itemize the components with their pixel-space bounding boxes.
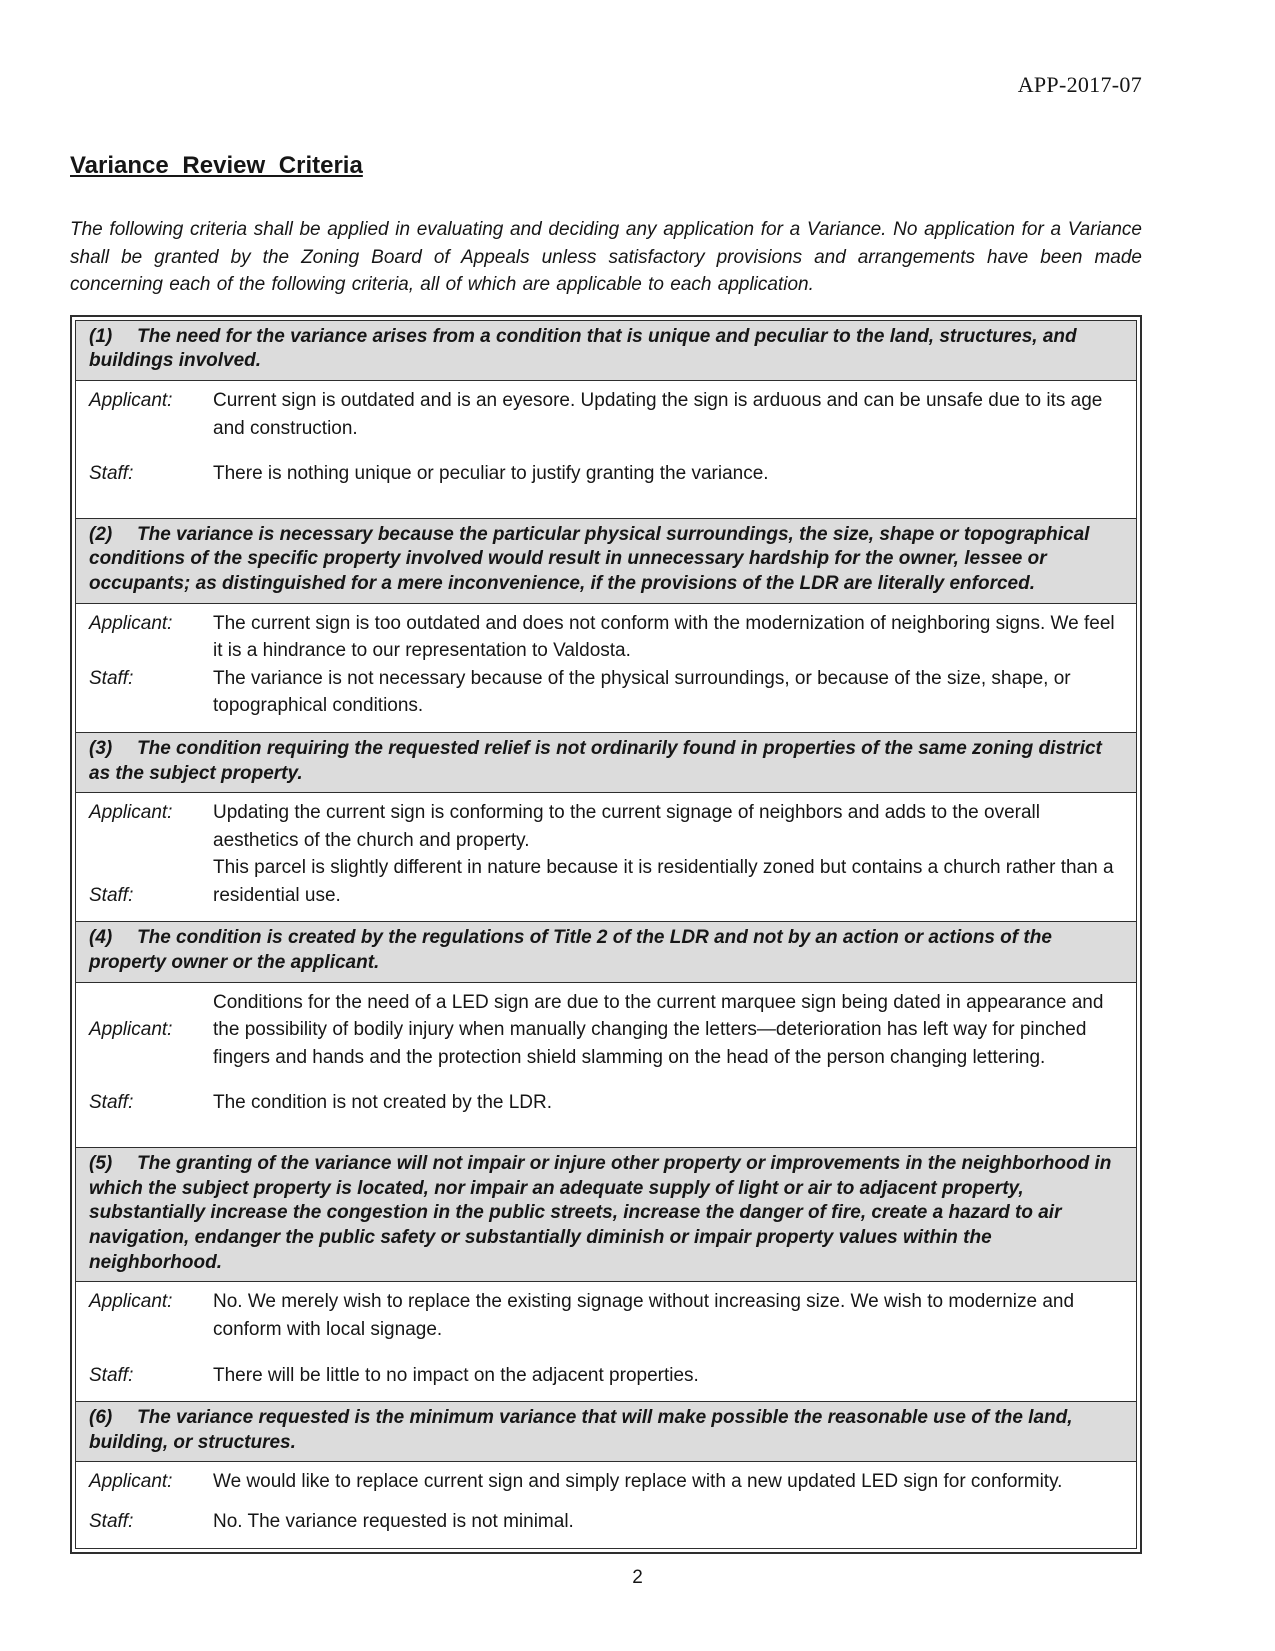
applicant-response: No. We merely wish to replace the existing signage without increasing size. We wish to modernize and conform with local signage. (213, 1291, 1075, 1341)
criterion-1-number: (1) (89, 325, 113, 347)
criterion-5-body (76, 1282, 1136, 1401)
applicant-response: Updating the current sign is conforming to the current signage of neighbors and adds to the overall aesthetics of the church and property. (213, 802, 1041, 851)
applicant-row (89, 387, 1126, 442)
criterion-3-header (76, 733, 1136, 793)
staff-response: The condition is not created by the LDR. (213, 1092, 553, 1114)
criterion-section-1 (75, 320, 1137, 519)
applicant-label: Applicant: (89, 1019, 173, 1041)
intro-paragraph: The following criteria shall be applied in evaluating and deciding any application for a Variance. No application for a Variance shall be granted by the Zoning Board of Appeals unless satisfactory provisions and arrangements have been made concerning each of the following criteria, all of which are applicable to each application. (70, 219, 1142, 296)
criterion-section-4 (75, 922, 1137, 1148)
staff-response: There is nothing unique or peculiar to justify granting the variance. (213, 463, 769, 485)
staff-row (89, 1089, 1126, 1117)
criterion-6-number: (6) (89, 1407, 113, 1429)
criteria-table (70, 315, 1142, 1554)
criterion-2-body (76, 604, 1136, 732)
staff-row (89, 1508, 1126, 1536)
applicant-label: Applicant: (89, 612, 173, 634)
applicant-row (89, 1468, 1126, 1496)
staff-label: Staff: (89, 667, 134, 689)
staff-label: Staff: (89, 1364, 134, 1386)
criterion-6-header (76, 1402, 1136, 1462)
criterion-4-body (76, 983, 1136, 1147)
applicant-response: Conditions for the need of a LED sign are due to the current marquee sign being dated in appearance and the possibility of bodily injury when manually changing the letters—deterioration has left way for pinched fingers and hands and the protection shield slamming on the head of the person changing lettering. (213, 991, 1104, 1068)
applicant-label: Applicant: (89, 390, 173, 412)
criterion-section-2 (75, 519, 1137, 733)
page-title: Variance Review Criteria (70, 152, 363, 179)
staff-label: Staff: (89, 884, 134, 906)
staff-label: Staff: (89, 1511, 134, 1533)
criterion-3-number: (3) (89, 737, 113, 759)
applicant-row (89, 989, 1126, 1072)
criterion-4-number: (4) (89, 927, 113, 949)
staff-label: Staff: (89, 463, 134, 485)
criterion-section-3 (75, 733, 1137, 923)
staff-response: No. The variance requested is not minimal. (213, 1511, 574, 1533)
staff-response: The variance is not necessary because of the physical surroundings, or because of the size, shape, or topographical conditions. (213, 667, 1071, 717)
staff-response: This parcel is slightly different in nature because it is residentially zoned but contains a church rather than a residential use. (213, 857, 1114, 906)
criterion-5-number: (5) (89, 1153, 113, 1175)
applicant-response: We would like to replace current sign and simply replace with a new updated LED sign for conformity. (213, 1471, 1063, 1493)
applicant-row (89, 799, 1126, 854)
criterion-1-text: The need for the variance arises from a condition that is unique and peculiar to the land, structures, and buildings involved. (89, 325, 1077, 372)
criterion-1-header (76, 321, 1136, 381)
staff-row (89, 460, 1126, 488)
criterion-2-number: (2) (89, 523, 113, 545)
criterion-3-body (76, 793, 1136, 921)
applicant-row (89, 1288, 1126, 1343)
staff-response: There will be little to no impact on the adjacent properties. (213, 1364, 699, 1386)
applicant-row (89, 610, 1126, 665)
applicant-label: Applicant: (89, 1291, 173, 1313)
criterion-section-5 (75, 1148, 1137, 1402)
staff-row (89, 665, 1126, 720)
criterion-5-text: The granting of the variance will not impair or injure other property or improvements in the neighborhood in which the subject property is located, nor impair an adequate supply of light or air to adjacent property, substantially increase the congestion in the public streets, increase the danger of fire, create a hazard to air navigation, endanger the public safety or substantially diminish or impair property values within the neighborhood. (89, 1153, 1112, 1273)
staff-row (89, 854, 1126, 909)
applicant-label: Applicant: (89, 1471, 173, 1493)
criterion-2-header (76, 519, 1136, 604)
applicant-response: Current sign is outdated and is an eyesore. Updating the sign is arduous and can be unsafe due to its age and construction. (213, 390, 1103, 439)
criterion-section-6 (75, 1402, 1137, 1548)
criterion-5-header (76, 1148, 1136, 1282)
applicant-label: Applicant: (89, 802, 173, 824)
criterion-4-text: The condition is created by the regulations of Title 2 of the LDR and not by an action or actions of the property owner or the applicant. (89, 927, 1052, 974)
criterion-1-body (76, 381, 1136, 518)
criterion-3-text: The condition requiring the requested relief is not ordinarily found in properties of the same zoning district as the subject property. (89, 737, 1102, 784)
criterion-6-text: The variance requested is the minimum variance that will make possible the reasonable use of the land, building, or structures. (89, 1407, 1073, 1453)
criterion-6-body (76, 1462, 1136, 1547)
staff-row (89, 1362, 1126, 1390)
page-number: 2 (632, 1567, 643, 1588)
criterion-4-header (76, 922, 1136, 982)
staff-label: Staff: (89, 1092, 134, 1114)
applicant-response: The current sign is too outdated and does not conform with the modernization of neighboring signs. We feel it is a hindrance to our representation to Valdosta. (213, 612, 1115, 662)
criterion-2-text: The variance is necessary because the particular physical surroundings, the size, shape or topographical conditions of the specific property involved would result in unnecessary hardship for the owner, lessee or occupants; as distinguished for a mere inconvenience, if the provisions of the LDR are literally enforced. (89, 523, 1090, 595)
document-reference: APP-2017-07 (1017, 72, 1142, 97)
